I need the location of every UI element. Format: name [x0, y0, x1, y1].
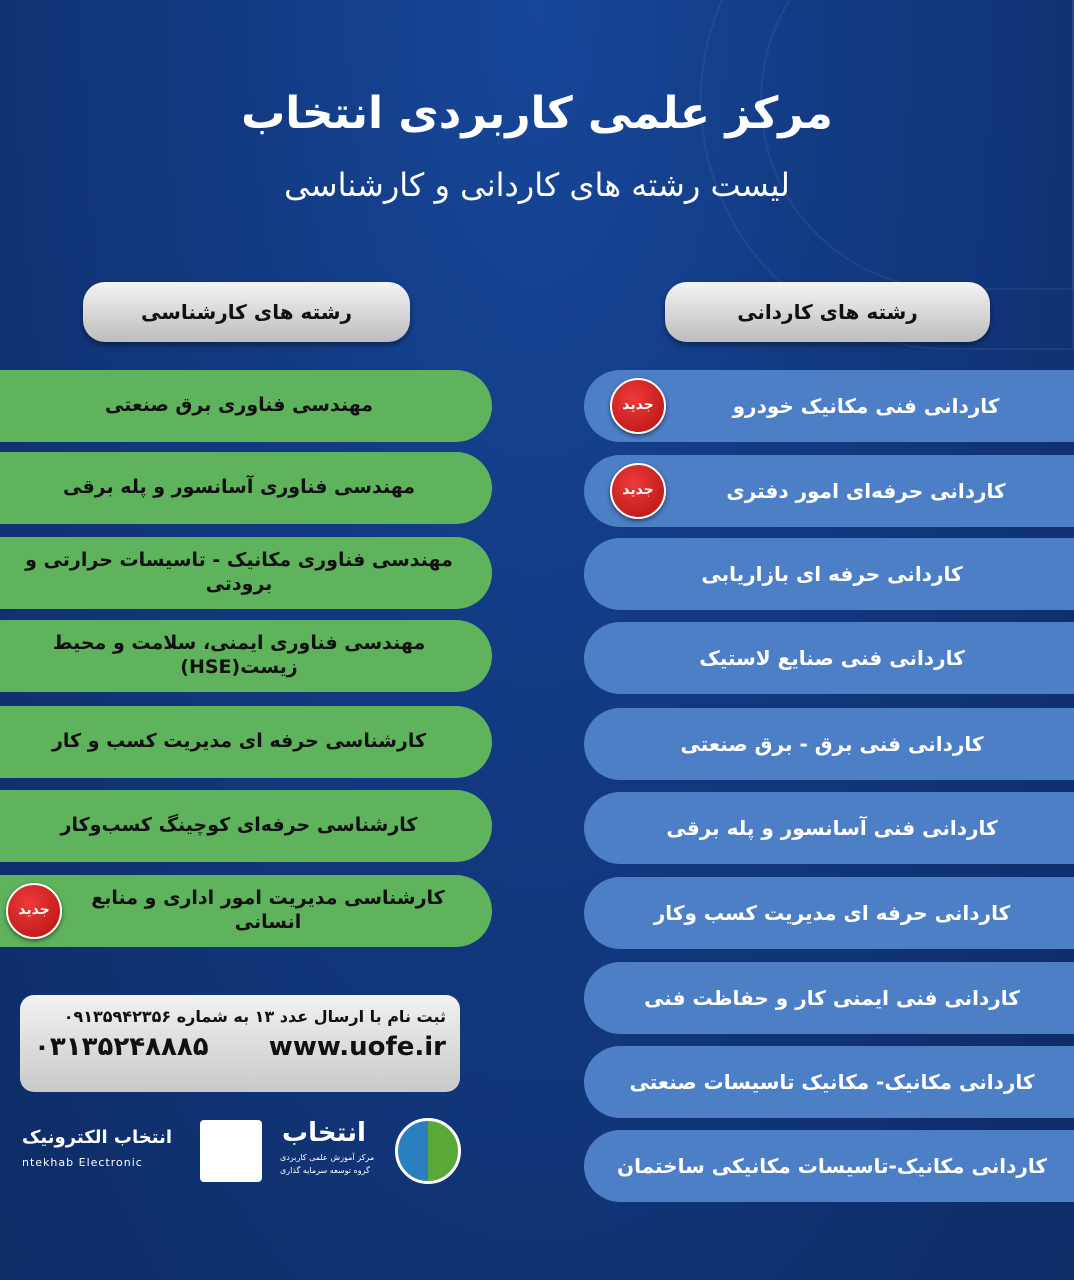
- electronic-logo-icon: [200, 1120, 262, 1182]
- associate-program-item: [584, 962, 1074, 1034]
- bachelor-program-item: [0, 790, 492, 862]
- program-label: کاردانی فنی مکانیک خودرو: [732, 393, 1000, 418]
- associate-program-item: [584, 538, 1074, 610]
- program-label: کاردانی حرفه‌ای امور دفتری: [726, 478, 1006, 503]
- contact-box: [20, 995, 460, 1092]
- associate-program-item: [584, 877, 1074, 949]
- program-label: کاردانی فنی برق - برق صنعتی: [680, 731, 984, 756]
- program-label: کاردانی حرفه ای مدیریت کسب وکار: [653, 900, 1011, 925]
- program-label: کاردانی فنی ایمنی کار و حفاظت فنی: [644, 985, 1020, 1010]
- new-badge: جدید: [610, 463, 666, 519]
- program-label: کاردانی مکانیک-تاسیسات مکانیکی ساختمان: [617, 1153, 1047, 1178]
- program-label: کارشناسی مدیریت امور اداری و منابع انسانی: [91, 887, 445, 933]
- bachelor-program-item: [0, 370, 492, 442]
- program-label: مهندسی فناوری آسانسور و پله برقی: [63, 476, 416, 499]
- associate-program-item: [584, 1046, 1074, 1118]
- electronic-logo-en: ntekhab Electronic: [22, 1156, 143, 1169]
- bachelor-program-item: [0, 706, 492, 778]
- program-label: مهندسی فناوری مکانیک - تاسیسات حرارتی و برودتی: [25, 549, 453, 595]
- bachelor-program-item: [0, 452, 492, 524]
- program-label: مهندسی فناوری برق صنعتی: [104, 394, 374, 417]
- program-label: کارشناسی حرفه ای مدیریت کسب و کار: [51, 730, 427, 753]
- page-subtitle: لیست رشته های کاردانی و کارشناسی: [284, 166, 790, 204]
- new-badge: جدید: [6, 883, 62, 939]
- associate-program-item: [584, 370, 1074, 442]
- bachelor-program-item: [0, 537, 492, 609]
- entekhab-logo-icon: [395, 1118, 461, 1184]
- entekhab-logo-sub: مرکز آموزش علمی کاربردی: [280, 1153, 375, 1162]
- phone-number: ۰۳۱۳۵۲۴۸۸۸۵: [34, 1032, 209, 1062]
- bachelor-program-item: [0, 620, 492, 692]
- entekhab-logo-text: انتخاب: [282, 1118, 366, 1148]
- website-link[interactable]: www.uofe.ir: [268, 1032, 446, 1062]
- page-title: مرکز علمی کاربردی انتخاب: [241, 88, 833, 139]
- program-label: مهندسی فناوری ایمنی، سلامت و محیط زیست(HSE): [52, 632, 426, 678]
- program-label: کاردانی حرفه ای بازاریابی: [701, 561, 963, 586]
- associate-program-item: [584, 708, 1074, 780]
- electronic-logo-text: انتخاب الکترونیک: [22, 1127, 173, 1148]
- sms-registration: ثبت نام با ارسال عدد ۱۳ به شماره ۰۹۱۳۵۹۴۲۳۵۶: [63, 1007, 446, 1026]
- entekhab-logo-sub: گروه توسعه سرمایه گذاری: [280, 1166, 370, 1175]
- associate-heading: رشته های کاردانی: [665, 282, 990, 342]
- associate-program-item: [584, 622, 1074, 694]
- program-label: کارشناسی حرفه‌ای کوچینگ کسب‌وکار: [60, 814, 418, 837]
- associate-program-item: [584, 792, 1074, 864]
- associate-program-item: [584, 1130, 1074, 1202]
- bachelor-heading: رشته های کارشناسی: [83, 282, 410, 342]
- new-badge: جدید: [610, 378, 666, 434]
- program-label: کاردانی مکانیک- مکانیک تاسیسات صنعتی: [629, 1069, 1035, 1094]
- associate-program-item: [584, 455, 1074, 527]
- program-label: کاردانی فنی آسانسور و پله برقی: [666, 815, 998, 840]
- program-label: کاردانی فنی صنایع لاستیک: [699, 645, 965, 670]
- bachelor-program-item: [0, 875, 492, 947]
